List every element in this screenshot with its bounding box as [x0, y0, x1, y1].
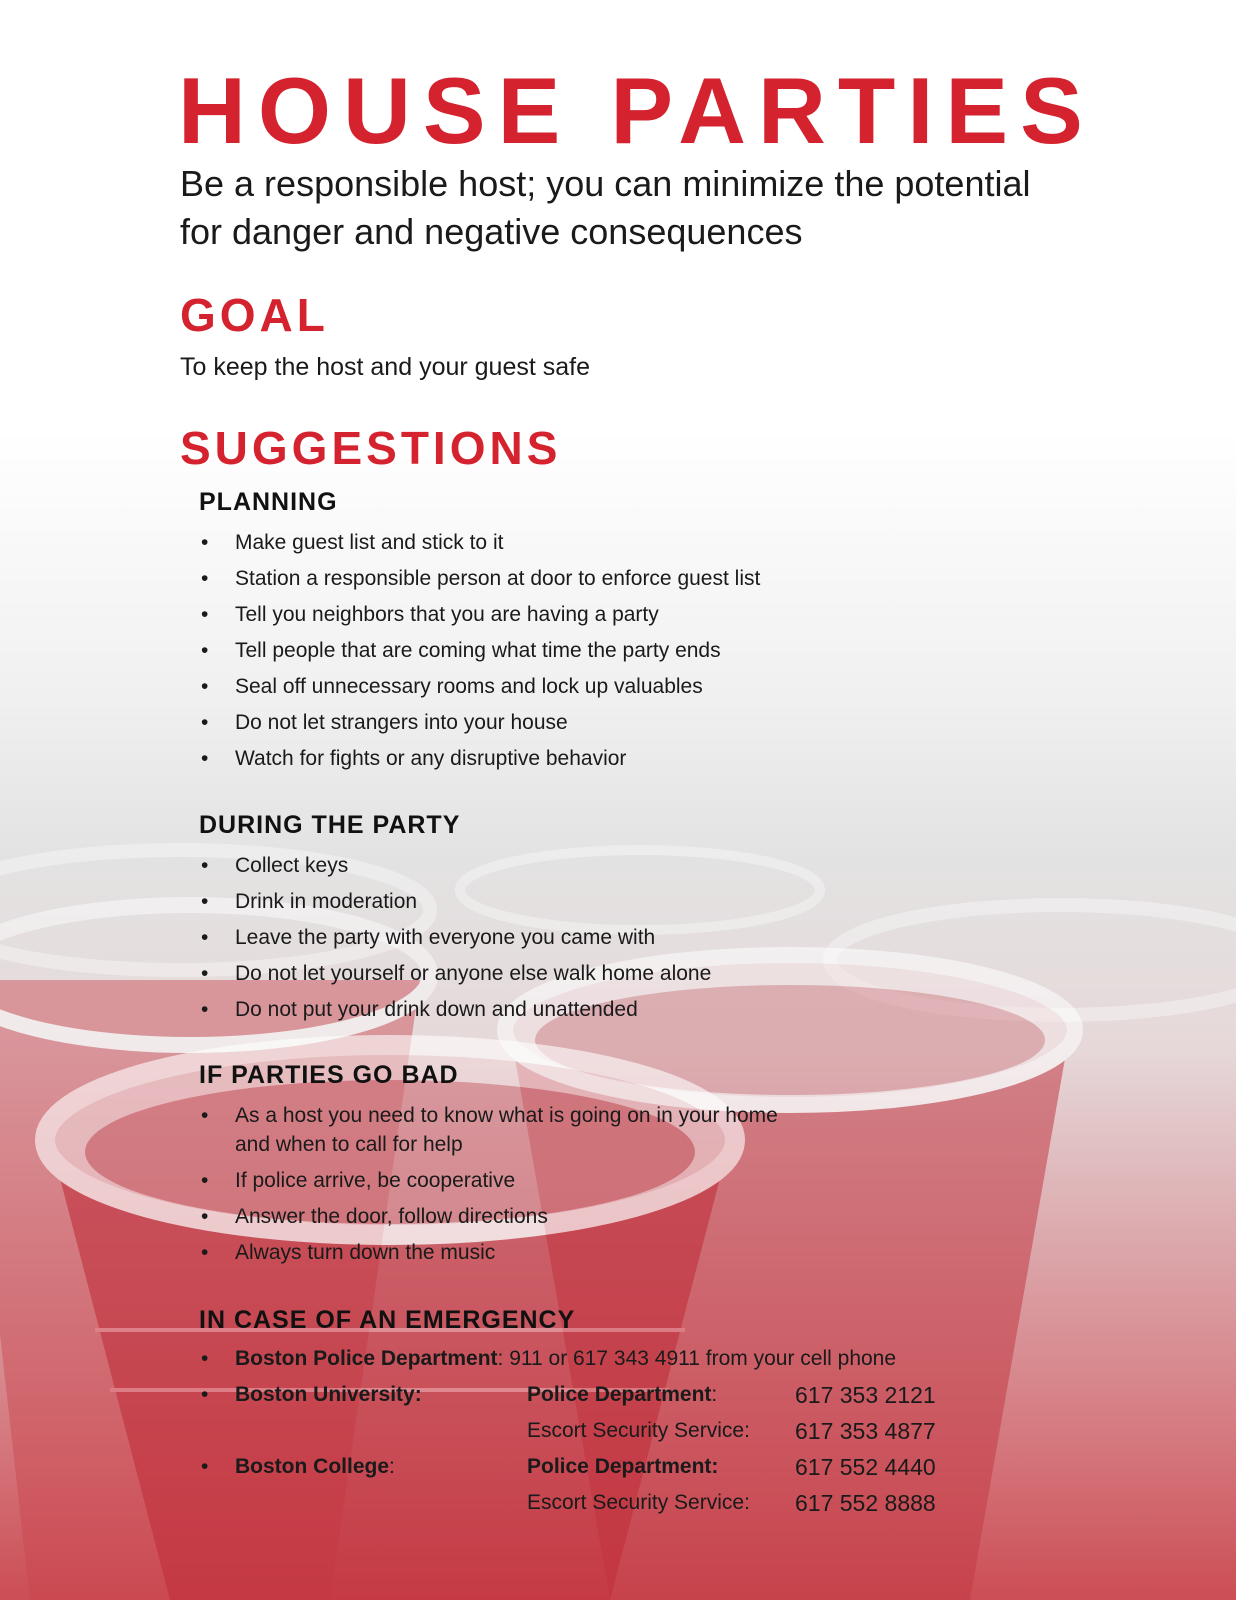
suggestions-heading: SUGGESTIONS — [180, 422, 562, 474]
contact-phone: : 911 or 617 343 4911 from your cell phone — [497, 1347, 897, 1370]
planning-heading: PLANNING — [199, 488, 338, 516]
list-item: • If police arrive, be cooperative — [199, 1168, 778, 1193]
contact-row-bc: • Boston College: Police Department: 617 552 4440 — [201, 1454, 936, 1480]
list-item: • As a host you need to know what is going on in your home — [199, 1103, 778, 1128]
contact-dept: Escort Security Service: — [527, 1419, 750, 1442]
goal-text: To keep the host and your guest safe — [180, 353, 590, 381]
contact-phone: 617 353 4877 — [795, 1418, 936, 1444]
list-item: • Station a responsible person at door to enforce guest list — [199, 566, 760, 591]
contact-phone: 617 552 8888 — [795, 1490, 936, 1516]
contact-dept: Police Department: — [527, 1383, 718, 1406]
page-subtitle: Be a responsible host; you can minimize the potential for danger and negative consequences — [180, 163, 1031, 252]
list-item: • Drink in moderation — [199, 889, 711, 914]
list-item-continuation: and when to call for help — [235, 1133, 463, 1156]
list-item: • Leave the party with everyone you came with — [199, 925, 711, 950]
list-item: • Make guest list and stick to it — [199, 530, 760, 555]
list-item: • Answer the door, follow directions — [199, 1204, 778, 1229]
list-item: • Do not put your drink down and unattended — [199, 997, 711, 1022]
contact-row-bu-escort — [199, 1417, 1199, 1447]
goal-heading: GOAL — [180, 289, 329, 341]
list-item: • Do not let strangers into your house — [199, 710, 760, 735]
planning-list — [199, 530, 760, 782]
contact-phone: 617 552 4440 — [795, 1454, 936, 1480]
list-item: • Seal off unnecessary rooms and lock up valuables — [199, 674, 760, 699]
contact-name: Boston Police Department — [235, 1347, 498, 1370]
emergency-heading: IN CASE OF AN EMERGENCY — [199, 1306, 576, 1334]
list-item: • Tell you neighbors that you are having a party — [199, 602, 760, 627]
bad-heading: IF PARTIES GO BAD — [199, 1061, 459, 1089]
bad-list — [199, 1103, 778, 1276]
contact-dept: Escort Security Service: — [527, 1491, 750, 1514]
list-item: • Do not let yourself or anyone else walk home alone — [199, 961, 711, 986]
contact-row-bc-escort — [199, 1489, 1199, 1519]
contact-row-bu: • Boston University: Police Department: 617 353 2121 — [201, 1382, 936, 1408]
document: HOUSE PARTIES Be a responsible host; you can minimize the potential for danger and negative consequences GOAL To keep the host and your guest safe SUGGESTIONS PLANNING • Make guest list and stick to it • Station a responsible person at door to enforce guest list • Tell you neighbors that you are having a party • Tell people that are coming what time the party ends • Seal off unnecessary rooms and lock up valuables • Do not let strangers into your house • Watch for fights or any disruptive behavior DURING THE PARTY • Collect keys • Drink in moderation • Leave the party with everyone you came with • Do not let yourself or anyone else walk home alone • Do not put your drink down and unattended IF PARTIES GO BAD • As a host you need to know what is going on in your home and when to call for help • If police arrive, be cooperative • Answer the door, follow directions • Always turn down the music IN CASE OF AN EMERGENCY • Boston Police Department: 911 or 617 343 4911 from your cell phone • Boston University: Police Department: 617 353 2121 Escort Security Service: 617 353 4877 • Boston College: Police Department: 617 552 4440 Escort Security Service: 617 552 8888 — [0, 0, 1236, 1600]
list-item: • Collect keys — [199, 853, 711, 878]
list-item: • Watch for fights or any disruptive behavior — [199, 746, 760, 771]
during-heading: DURING THE PARTY — [199, 811, 461, 839]
during-list — [199, 853, 711, 1033]
contact-name: Boston College: — [235, 1455, 395, 1478]
page-title: HOUSE PARTIES — [178, 58, 1095, 163]
contact-dept: Police Department: — [527, 1455, 719, 1478]
contact-name: Boston University: — [235, 1383, 422, 1406]
list-item: • Tell people that are coming what time the party ends — [199, 638, 760, 663]
contact-phone: 617 353 2121 — [795, 1382, 936, 1408]
list-item: • Always turn down the music — [199, 1240, 778, 1265]
